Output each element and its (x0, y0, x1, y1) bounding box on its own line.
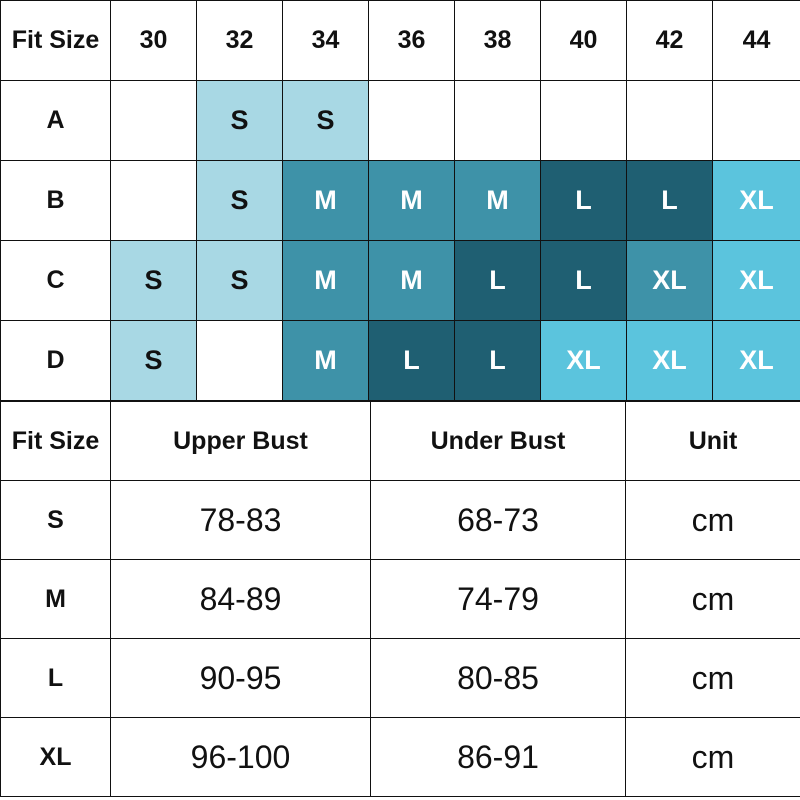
measurement-under-bust-m: 74-79 (371, 560, 626, 639)
measurement-unit-m: cm (626, 560, 800, 639)
measurement-unit-l: cm (626, 639, 800, 718)
measurement-upper-bust-xl: 96-100 (111, 718, 371, 797)
grid-cell-d-36: L (369, 321, 455, 401)
grid-cell-a-40 (541, 81, 627, 161)
grid-cell-b-32: S (197, 161, 283, 241)
grid-cell-b-34: M (283, 161, 369, 241)
grid-cell-a-34: S (283, 81, 369, 161)
table-row (1, 639, 800, 718)
grid-cell-c-42: XL (627, 241, 713, 321)
measurement-header-fit-size: Fit Size (1, 402, 111, 481)
table-row (1, 241, 800, 321)
grid-cell-d-40: XL (541, 321, 627, 401)
measurement-under-bust-l: 80-85 (371, 639, 626, 718)
grid-cell-d-30: S (111, 321, 197, 401)
grid-cell-c-38: L (455, 241, 541, 321)
measurement-under-bust-xl: 86-91 (371, 718, 626, 797)
grid-cell-b-36: M (369, 161, 455, 241)
measurement-upper-bust-s: 78-83 (111, 481, 371, 560)
grid-cell-a-44 (713, 81, 800, 161)
grid-row-label-a: A (1, 81, 111, 161)
grid-col-header-40: 40 (541, 1, 627, 81)
measurement-header-row (1, 402, 800, 481)
table-row (1, 81, 800, 161)
measurement-size-l: L (1, 639, 111, 718)
grid-col-header-30: 30 (111, 1, 197, 81)
measurement-under-bust-s: 68-73 (371, 481, 626, 560)
grid-col-header-42: 42 (627, 1, 713, 81)
grid-cell-d-38: L (455, 321, 541, 401)
table-row (1, 718, 800, 797)
table-row (1, 481, 800, 560)
grid-header-row (1, 1, 800, 81)
measurement-size-m: M (1, 560, 111, 639)
measurement-upper-bust-l: 90-95 (111, 639, 371, 718)
grid-cell-a-38 (455, 81, 541, 161)
grid-cell-b-40: L (541, 161, 627, 241)
grid-cell-b-42: L (627, 161, 713, 241)
grid-cell-a-32: S (197, 81, 283, 161)
grid-col-header-36: 36 (369, 1, 455, 81)
grid-row-label-c: C (1, 241, 111, 321)
grid-row-label-d: D (1, 321, 111, 401)
table-row (1, 161, 800, 241)
measurement-upper-bust-m: 84-89 (111, 560, 371, 639)
grid-cell-a-30 (111, 81, 197, 161)
grid-cell-c-44: XL (713, 241, 800, 321)
measurement-size-s: S (1, 481, 111, 560)
grid-col-header-32: 32 (197, 1, 283, 81)
measurement-header-under-bust: Under Bust (371, 402, 626, 481)
grid-cell-a-36 (369, 81, 455, 161)
measurement-header-unit: Unit (626, 402, 800, 481)
measurement-table (0, 401, 800, 797)
measurement-header-upper-bust: Upper Bust (111, 402, 371, 481)
table-row (1, 560, 800, 639)
measurement-unit-s: cm (626, 481, 800, 560)
table-row (1, 321, 800, 401)
grid-cell-b-44: XL (713, 161, 800, 241)
grid-cell-a-42 (627, 81, 713, 161)
grid-cell-d-32 (197, 321, 283, 401)
grid-col-header-38: 38 (455, 1, 541, 81)
grid-cell-c-30: S (111, 241, 197, 321)
grid-cell-d-42: XL (627, 321, 713, 401)
grid-col-header-34: 34 (283, 1, 369, 81)
grid-cell-b-30 (111, 161, 197, 241)
grid-col-header-44: 44 (713, 1, 800, 81)
grid-cell-c-40: L (541, 241, 627, 321)
grid-cell-d-34: M (283, 321, 369, 401)
grid-cell-c-34: M (283, 241, 369, 321)
grid-cell-d-44: XL (713, 321, 800, 401)
grid-cell-b-38: M (455, 161, 541, 241)
measurement-size-xl: XL (1, 718, 111, 797)
grid-cell-c-36: M (369, 241, 455, 321)
grid-row-label-b: B (1, 161, 111, 241)
grid-cell-c-32: S (197, 241, 283, 321)
measurement-unit-xl: cm (626, 718, 800, 797)
grid-corner-label: Fit Size (1, 1, 111, 81)
